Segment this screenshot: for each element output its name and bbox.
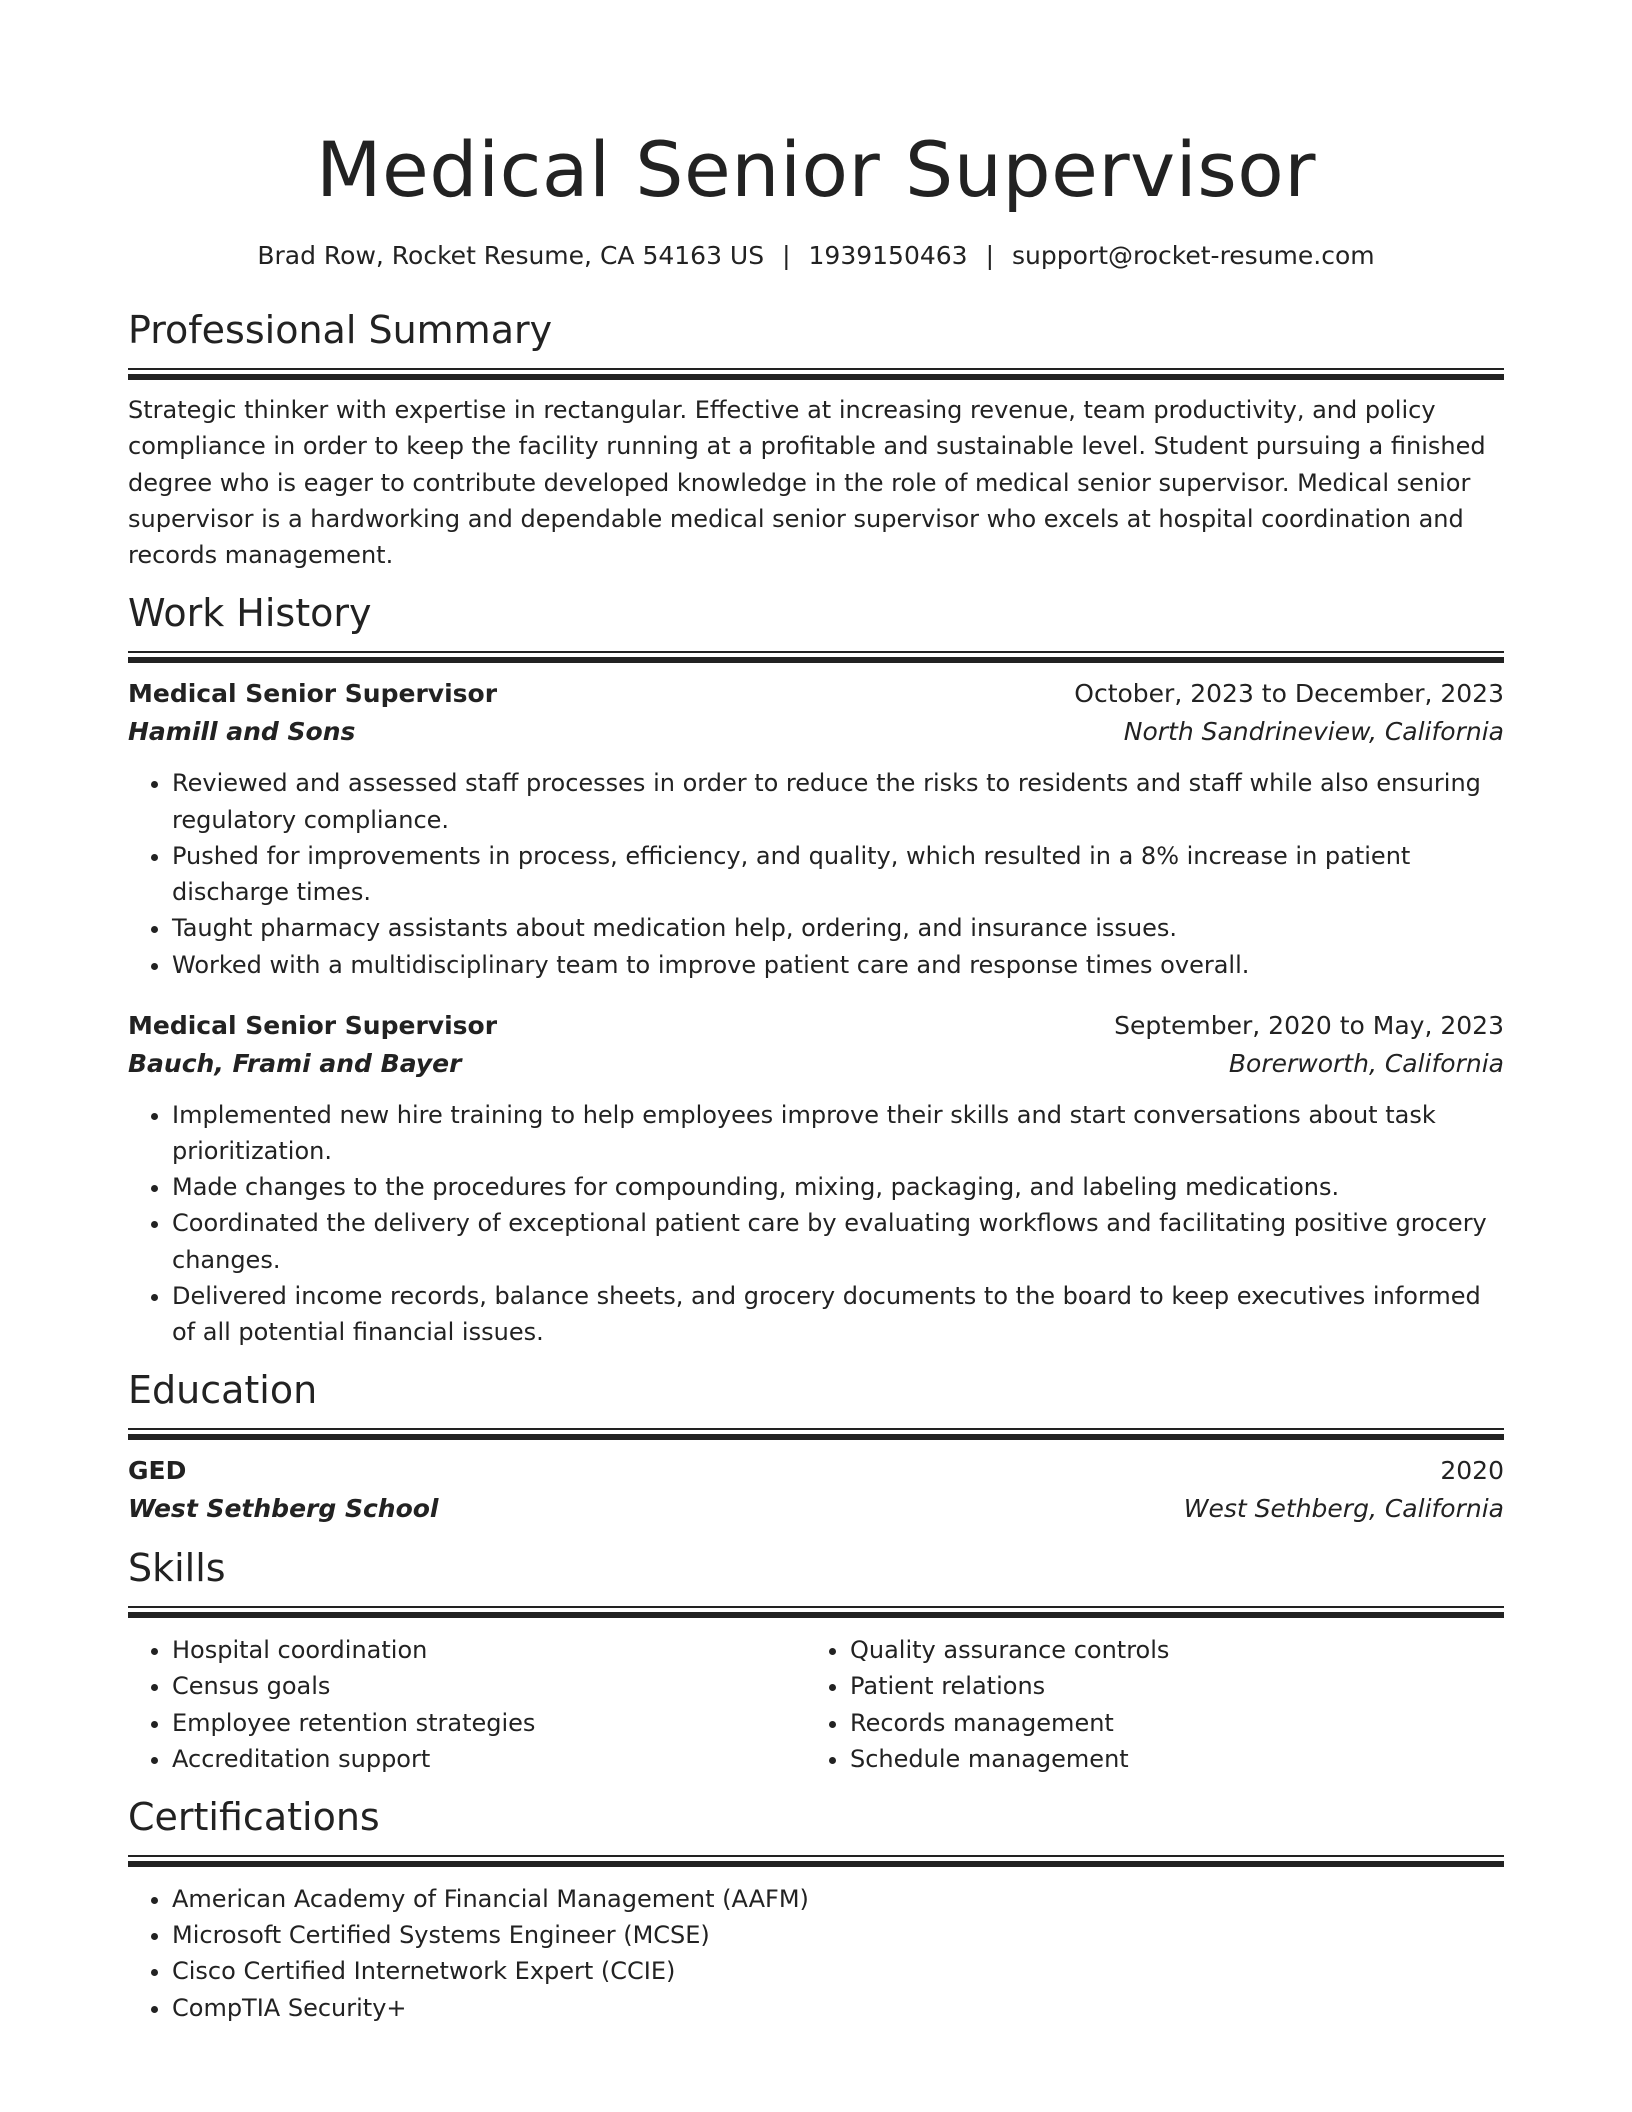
section-title-skills: Skills [128,1546,226,1591]
job-bullet: • Made changes to the procedures for compounding, mixing, packaging, and labeling medications. [172,1169,1504,1205]
job-header [128,675,1504,713]
job-location: Borerworth, California [1228,1048,1504,1078]
job-bullets [128,1097,1504,1350]
education-section [128,1366,1504,1528]
contact-line [128,240,1504,272]
skill-item: • Schedule management [850,1741,1484,1777]
education-header [128,1452,1504,1490]
skills-list [128,1632,806,1777]
job-bullet: • Taught pharmacy assistants about medication help, ordering, and insurance issues. [172,910,1504,946]
job-bullet: • Worked with a multidisciplinary team to improve patient care and response times overall. [172,947,1504,983]
section-divider [128,1428,1504,1440]
section-title-education: Education [128,1368,318,1413]
section-title-certifications: Certifications [128,1794,380,1839]
section-title-work-history: Work History [128,591,372,636]
certifications-section [128,1793,1504,2026]
job-bullet: • Delivered income records, balance sheets, and grocery documents to the board to keep executives informed of all potential financial issues. [172,1278,1504,1350]
contact-email[interactable]: support@rocket-resume.com [1012,241,1375,270]
certification-item: • Microsoft Certified Systems Engineer (MCSE) [172,1917,1504,1953]
skill-item: • Census goals [172,1668,806,1704]
job-bullet: • Reviewed and assessed staff processes in order to reduce the risks to residents and staff while also ensuring regulatory compliance. [172,765,1504,837]
job-title: Medical Senior Supervisor [128,679,498,709]
education-year: 2020 [1440,1456,1504,1486]
job-dates: September, 2020 to May, 2023 [1114,1010,1504,1040]
skill-item: • Quality assurance controls [850,1632,1484,1668]
skills-column-right [806,1632,1484,1777]
job-entry [128,675,1504,982]
skill-item: • Accreditation support [172,1741,806,1777]
job-dates: October, 2023 to December, 2023 [1074,679,1504,709]
section-divider [128,368,1504,380]
skills-list [806,1632,1484,1777]
job-subheader [128,713,1504,751]
job-bullet: • Pushed for improvements in process, efficiency, and quality, which resulted in a 8% increase in patient discharge times. [172,838,1504,910]
contact-phone: 1939150463 [808,241,968,270]
skill-item: • Hospital coordination [172,1632,806,1668]
job-bullets [128,765,1504,982]
education-subheader [128,1490,1504,1528]
job-bullet: • Coordinated the delivery of exceptional patient care by evaluating workflows and facilitating positive grocery changes. [172,1205,1504,1277]
job-header [128,1007,1504,1045]
job-entry [128,1007,1504,1350]
contact-separator: | [985,241,995,270]
certification-item: • CompTIA Security+ [172,1990,1504,2026]
resume-page [128,0,1504,2026]
education-school: West Sethberg School [128,1494,439,1524]
skills-section [128,1544,1504,1777]
certifications-list [128,1881,1504,2026]
section-divider [128,651,1504,663]
skills-column-left [128,1632,806,1777]
education-location: West Sethberg, California [1183,1494,1504,1524]
skill-item: • Records management [850,1705,1484,1741]
section-title-summary: Professional Summary [128,308,553,352]
job-bullet: • Implemented new hire training to help employees improve their skills and start conversations about task prioritization. [172,1097,1504,1169]
job-title: Medical Senior Supervisor [128,1010,498,1040]
section-divider [128,1855,1504,1867]
skill-item: • Patient relations [850,1668,1484,1704]
summary-text: Strategic thinker with expertise in rectangular. Effective at increasing revenue, team productivity, and policy compliance in order to keep the facility running at a profitable and sustainable level. Student pursuing a finished degree who is eager to contribute developed knowledge in the role of medical senior supervisor. Medical senior supervisor is a hardworking and dependable medical senior supervisor who excels at hospital coordination and records management. [128,396,1486,570]
work-history-section [128,589,1504,1350]
resume-name: Medical Senior Supervisor [315,125,1317,214]
contact-address: Brad Row, Rocket Resume, CA 54163 US [257,241,765,270]
education-degree: GED [128,1456,187,1486]
contact-separator: | [782,241,791,270]
job-company: Hamill and Sons [128,717,356,747]
certification-item: • Cisco Certified Internetwork Expert (CCIE) [172,1953,1504,1989]
section-divider [128,1606,1504,1618]
skill-item: • Employee retention strategies [172,1705,806,1741]
job-company: Bauch, Frami and Bayer [128,1048,462,1078]
job-location: North Sandrineview, California [1123,717,1504,747]
summary-section [128,306,1504,573]
job-subheader [128,1045,1504,1083]
certification-item: • American Academy of Financial Management (AAFM) [172,1881,1504,1917]
skills-grid [128,1632,1504,1777]
